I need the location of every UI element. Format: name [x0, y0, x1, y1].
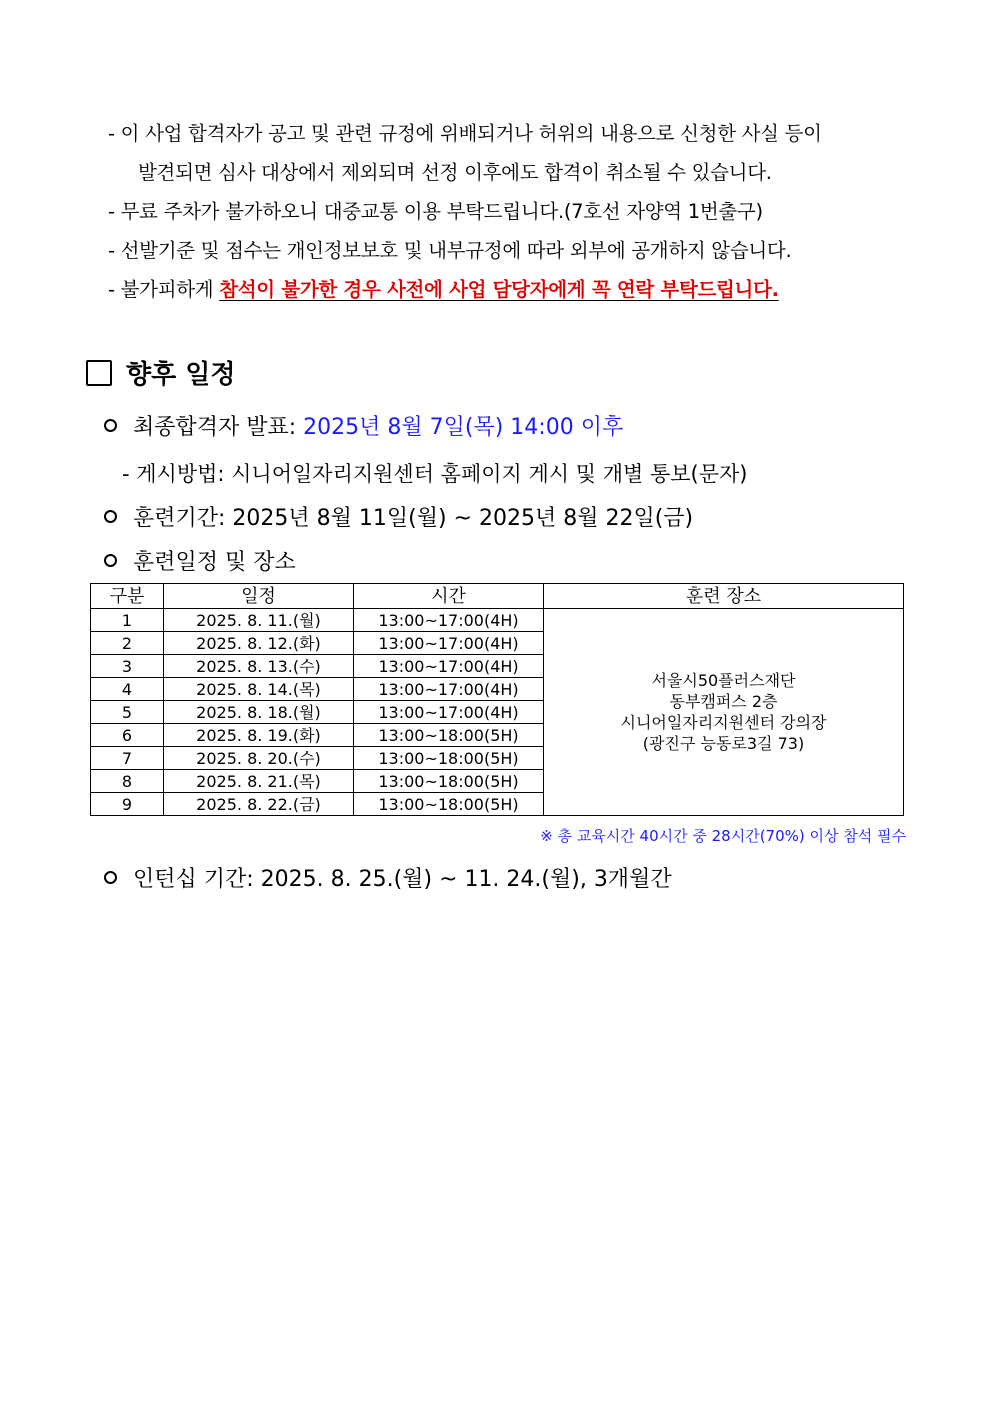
note-line: 발견되면 심사 대상에서 제외되며 선정 이후에도 합격이 취소될 수 있습니다. — [138, 161, 772, 184]
row-date: 2025. 8. 22.(금) — [164, 793, 354, 816]
row-time: 13:00~18:00(5H) — [354, 770, 544, 793]
row-time: 13:00~18:00(5H) — [354, 793, 544, 816]
section-title-text: 향후 일정 — [126, 360, 236, 390]
row-date: 2025. 8. 20.(수) — [164, 747, 354, 770]
checkbox-square-icon — [86, 360, 112, 386]
row-number: 3 — [91, 655, 164, 678]
section-title — [86, 354, 236, 391]
row-number: 8 — [91, 770, 164, 793]
place-line: 시니어일자리지원센터 강의장 — [620, 713, 827, 732]
posting-method: - 게시방법: 시니어일자리지원센터 홈페이지 게시 및 개별 통보(문자) — [122, 462, 748, 486]
row-time: 13:00~17:00(4H) — [354, 632, 544, 655]
row-time: 13:00~17:00(4H) — [354, 678, 544, 701]
row-date: 2025. 8. 21.(목) — [164, 770, 354, 793]
training-period-item — [104, 501, 693, 532]
place-line: (광진구 능동로3길 73) — [642, 734, 805, 753]
circle-bullet-icon — [104, 554, 117, 567]
row-time: 13:00~17:00(4H) — [354, 701, 544, 724]
row-date: 2025. 8. 19.(화) — [164, 724, 354, 747]
row-number: 4 — [91, 678, 164, 701]
table-header-cell: 구분 — [91, 584, 164, 609]
training-period-text: 훈련기간: 2025년 8월 11일(월) ~ 2025년 8월 22일(금) — [133, 506, 694, 531]
circle-bullet-icon — [104, 871, 117, 884]
row-time: 13:00~18:00(5H) — [354, 747, 544, 770]
note-highlight: 참석이 불가한 경우 사전에 사업 담당자에게 꼭 연락 부탁드립니다. — [219, 278, 779, 301]
announce-label: 최종합격자 발표: — [133, 415, 304, 440]
row-time: 13:00~17:00(4H) — [354, 609, 544, 632]
row-time: 13:00~18:00(5H) — [354, 724, 544, 747]
schedule-heading-item — [104, 545, 296, 576]
row-number: 6 — [91, 724, 164, 747]
table-header-cell: 일정 — [164, 584, 354, 609]
table-header-cell: 훈련 장소 — [544, 584, 904, 609]
row-time: 13:00~17:00(4H) — [354, 655, 544, 678]
note-line: - 무료 주차가 불가하오니 대중교통 이용 부탁드립니다.(7호선 자양역 1번출구) — [108, 200, 763, 223]
table-header-row — [91, 584, 904, 609]
schedule-table — [90, 583, 904, 816]
row-number: 9 — [91, 793, 164, 816]
note-line: - 선발기준 및 점수는 개인정보보호 및 내부규정에 따라 외부에 공개하지 않습니다. — [108, 239, 792, 262]
table-header-cell: 시간 — [354, 584, 544, 609]
row-number: 5 — [91, 701, 164, 724]
announce-value: 2025년 8월 7일(목) 14:00 이후 — [303, 415, 624, 440]
training-place-cell — [544, 609, 904, 816]
note-line: - 이 사업 합격자가 공고 및 관련 규정에 위배되거나 허위의 내용으로 신청한 사실 등이 — [108, 122, 822, 145]
row-date: 2025. 8. 18.(월) — [164, 701, 354, 724]
internship-text: 인턴십 기간: 2025. 8. 25.(월) ~ 11. 24.(월), 3개월간 — [133, 867, 672, 892]
internship-item — [104, 862, 672, 893]
row-date: 2025. 8. 13.(수) — [164, 655, 354, 678]
row-date: 2025. 8. 14.(목) — [164, 678, 354, 701]
table-row — [91, 609, 904, 632]
row-number: 7 — [91, 747, 164, 770]
row-number: 2 — [91, 632, 164, 655]
schedule-heading-text: 훈련일정 및 장소 — [133, 550, 296, 575]
note-line-last — [108, 274, 779, 302]
announce-item — [104, 410, 623, 441]
attendance-footnote: ※ 총 교육시간 40시간 중 28시간(70%) 이상 참석 필수 — [540, 827, 906, 845]
circle-bullet-icon — [104, 419, 117, 432]
circle-bullet-icon — [104, 510, 117, 523]
row-date: 2025. 8. 11.(월) — [164, 609, 354, 632]
row-number: 1 — [91, 609, 164, 632]
note-prefix: - 불가피하게 — [108, 278, 220, 301]
row-date: 2025. 8. 12.(화) — [164, 632, 354, 655]
place-line: 서울시50플러스재단 — [651, 671, 796, 690]
place-line: 동부캠퍼스 2층 — [669, 692, 778, 711]
